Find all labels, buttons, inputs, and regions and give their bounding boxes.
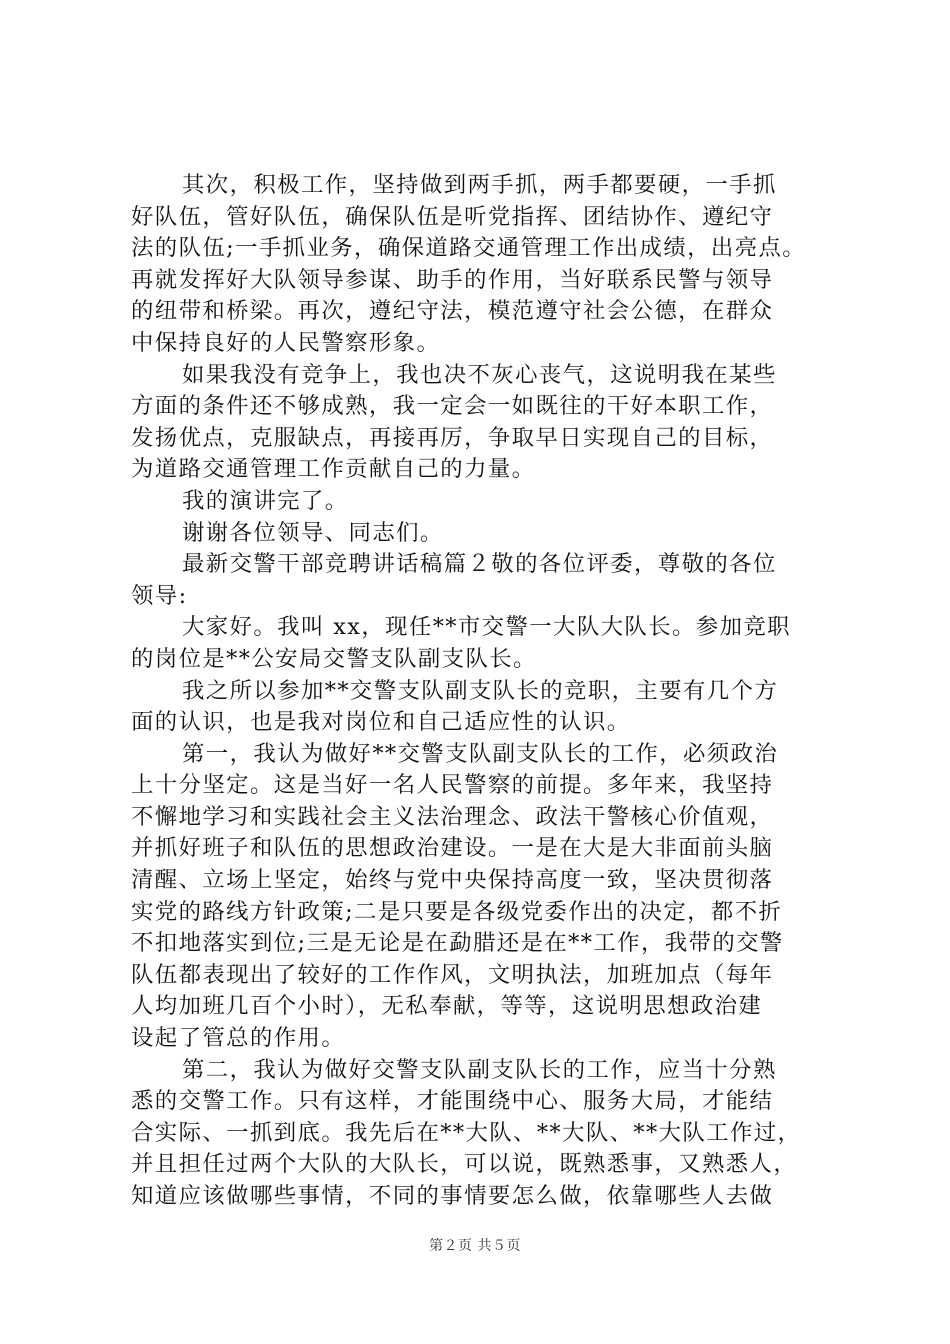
text-line: 设起了管总的作用。 — [131, 1025, 346, 1052]
text-line: 合实际、一抓到底。我先后在**大队、**大队、**大队工作过， — [131, 1119, 802, 1146]
text-line: 的纽带和桥梁。再次，遵纪守法，模范遵守社会公德，在群众 — [131, 298, 774, 325]
text-line: 法的队伍;一手抓业务，确保道路交通管理工作出成绩，出亮点。 — [131, 235, 807, 262]
text-line: 清醒、立场上坚定，始终与党中央保持高度一致，坚决贯彻落 — [131, 867, 774, 894]
text-line: 第二，我认为做好交警支队副支队长的工作，应当十分熟 — [182, 1056, 777, 1083]
text-line: 方面的条件还不够成熟，我一定会一如既往的干好本职工作， — [131, 393, 774, 420]
text-line: 再就发挥好大队领导参谋、助手的作用，当好联系民警与领导 — [131, 266, 774, 293]
text-line: 面的认识，也是我对岗位和自己适应性的认识。 — [131, 709, 631, 736]
text-line: 如果我没有竞争上，我也决不灰心丧气，这说明我在某些 — [182, 361, 777, 388]
text-line: 我的演讲完了。 — [182, 487, 349, 514]
text-line: 第一，我认为做好**交警支队副支队长的工作，必须政治 — [182, 740, 779, 767]
page-number: 第２页 共５页 — [429, 1238, 521, 1254]
text-line: 悉的交警工作。只有这样，才能围绕中心、服务大局，才能结 — [131, 1088, 774, 1115]
text-line: 领导: — [131, 582, 188, 609]
text-line: 发扬优点，克服缺点，再接再厉，争取早日实现自己的目标， — [131, 424, 774, 451]
text-line: 好队伍，管好队伍，确保队伍是听党指挥、团结协作、遵纪守 — [131, 203, 774, 230]
text-line: 其次，积极工作，坚持做到两手抓，两手都要硬，一手抓 — [182, 172, 777, 198]
text-line: 不懈地学习和实践社会主义法治理念、政法干警核心价值观， — [131, 803, 774, 830]
text-line: 为道路交通管理工作贡献自己的力量。 — [131, 456, 536, 483]
text-line: 谢谢各位领导、同志们。 — [182, 519, 444, 546]
text-line: 的岗位是**公安局交警支队副支队长。 — [131, 645, 537, 672]
text-line: 队伍都表现出了较好的工作作风，文明执法，加班加点（每年 — [131, 961, 774, 988]
text-line: 中保持良好的人民警察形象。 — [131, 329, 441, 356]
text-line: 并抓好班子和队伍的思想政治建设。一是在大是大非面前头脑 — [131, 835, 774, 862]
text-line: 大家好。我叫 xx，现任**市交警一大队大队长。参加竞职 — [182, 614, 791, 641]
text-line: 最新交警干部竞聘讲话稿篇２敬的各位评委，尊敬的各位 — [182, 551, 777, 578]
text-line: 不扣地落实到位;三是无论是在勐腊还是在**工作，我带的交警 — [131, 930, 784, 957]
document-body — [131, 170, 831, 1213]
text-line: 实党的路线方针政策;二是只要是各级党委作出的决定，都不折 — [131, 898, 783, 925]
text-line: 我之所以参加**交警支队副支队长的竞职，主要有几个方 — [182, 677, 779, 704]
text-line: 并且担任过两个大队的大队长，可以说，既熟悉事，又熟悉人， — [131, 1151, 798, 1178]
text-line: 人均加班几百个小时），无私奉献，等等，这说明思想政治建 — [131, 993, 763, 1020]
text-line: 知道应该做哪些事情，不同的事情要怎么做，依靠哪些人去做 — [131, 1183, 774, 1209]
text-line: 上十分坚定。这是当好一名人民警察的前提。多年来，我坚持 — [131, 772, 774, 799]
